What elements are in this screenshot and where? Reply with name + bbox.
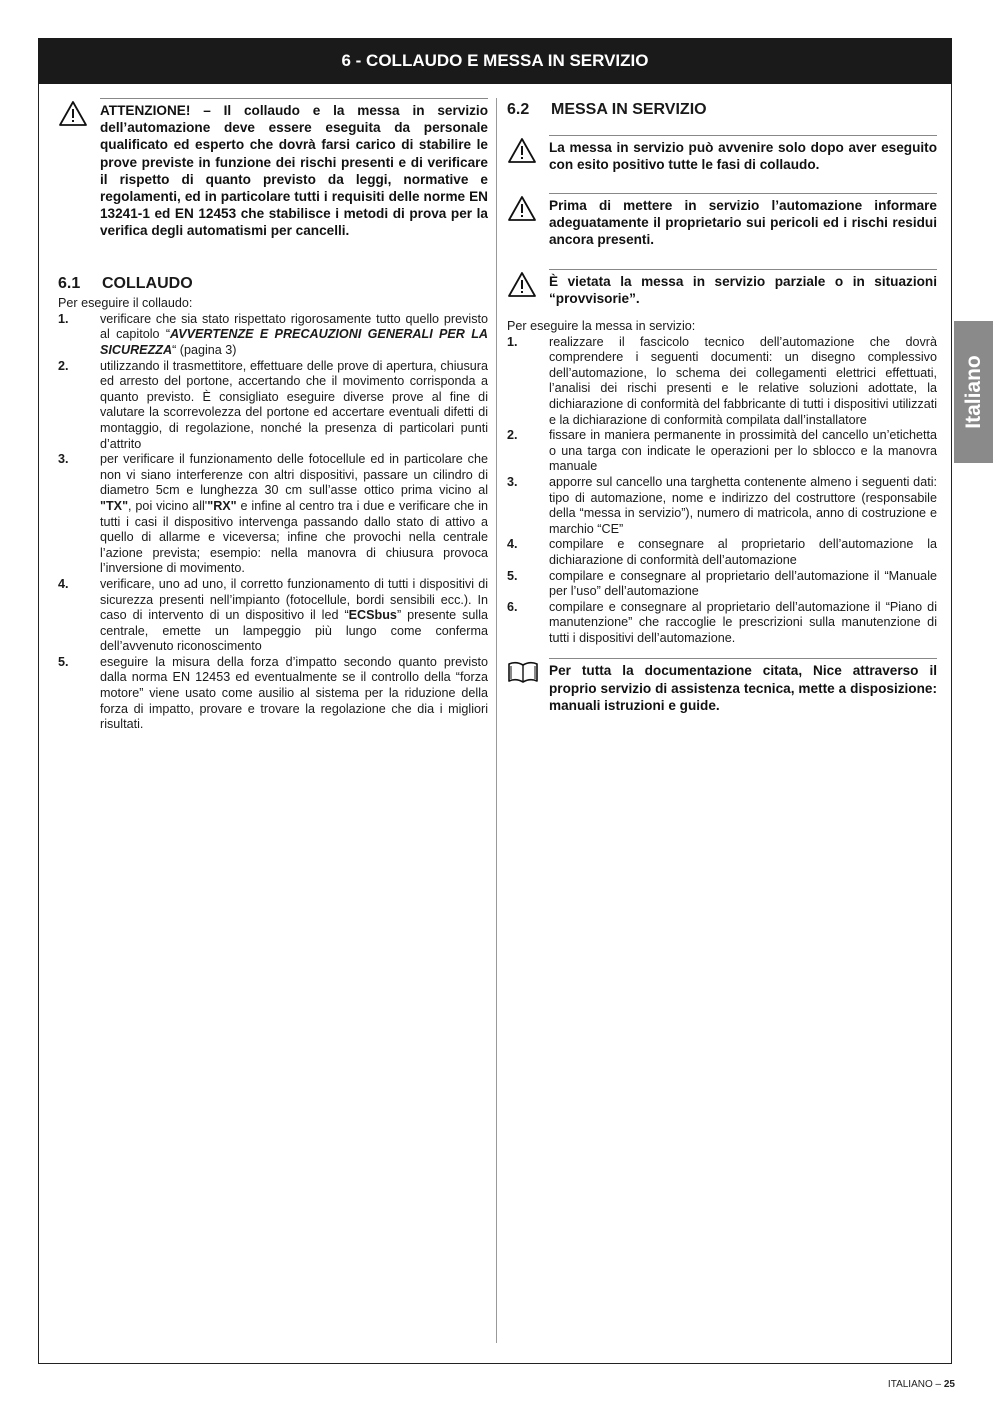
- column-divider: [496, 98, 497, 1343]
- caution-note-2: Prima di mettere in servizio l’automazione informare adeguatamente il proprietario sui pericoli ed i rischi residui ancora presenti.: [507, 193, 937, 249]
- chapter-header: [38, 38, 952, 84]
- chapter-title: 6 - COLLAUDO E MESSA IN SERVIZIO: [341, 51, 649, 70]
- collaudo-steps: [58, 312, 488, 733]
- right-column: [507, 98, 937, 714]
- list-item: 5. compilare e consegnare al proprietario dell’automazione il “Manuale per l’uso” dell’automazione: [507, 568, 937, 599]
- warning-text: ATTENZIONE! – Il collaudo e la messa in servizio dell’automazione deve essere eseguita da personale qualificato ed esperto che dovrà farsi carico di stabilire le prove previste in funzione dei rischi presenti e di verificare il rispetto di quanto previsto da leggi, normative e regolamenti, ed in particolare tutti i requisiti delle norme EN 13241-1 ed EN 12453 che stabilisce i metodi di prova per la verifica degli automatismi per cancelli.: [100, 98, 488, 240]
- list-item: 3. apporre sul cancello una targhetta contenente almeno i seguenti dati: tipo di automazione, nome e indirizzo del costruttore (responsabile della “messa in servizio”), numero di matricola, anno di costruzione e marchio “CE”: [507, 474, 937, 536]
- messa-in-servizio-steps: [507, 335, 937, 647]
- list-item: 1. verificare che sia stato rispettato rigorosamente tutto quello previsto al capitolo “AVVERTENZE E PRECAUZIONI GENERALI PER LA SICUREZZA“ (pagina 3): [58, 311, 488, 357]
- list-item: 2. utilizzando il trasmettitore, effettuare delle prove di apertura, chiusura ed arresto del portone, accertando che il movimento corrisponda a quanto previsto. È consigliato eseguire diverse prove al fine di valutare la scorrevolezza del portone ed accertare eventuali difetti di montaggio, di regolazione, nonché la presenza di particolari punti d’attrito: [58, 358, 488, 451]
- warning-triangle-icon: [507, 193, 549, 227]
- section-heading-collaudo: 6.1 COLLAUDO: [58, 274, 193, 292]
- list-item: 4. compilare e consegnare al proprietario dell’automazione la dichiarazione di conformità dell’automazione: [507, 537, 937, 567]
- list-item: 2. fissare in maniera permanente in prossimità del cancello un’etichetta o una targa con indicate le operazioni per lo sblocco e la manovra manuale: [507, 428, 937, 474]
- language-tab-label: Italiano: [961, 355, 985, 429]
- list-item: 6. compilare e consegnare al proprietario dell’automazione il “Piano di manutenzione” che raccoglie le prescrizioni sulla manutenzione di tutti i dispositivi dell’automazione.: [507, 599, 937, 645]
- caution-note-1: La messa in servizio può avvenire solo dopo aver eseguito con esito positivo tutte le fasi di collaudo.: [507, 135, 937, 173]
- language-tab: [954, 321, 993, 463]
- list-item: 4. verificare, uno ad uno, il corretto funzionamento di tutti i dispositivi di sicurezza presenti nell’impianto (fotocellule, bordi sensibili ecc.). In caso di intervento di un dispositivo il led “ECSbus” presente sulla centrale, emette un lampeggio più lungo come conferma dell’avvenuto riconoscimento: [58, 576, 488, 654]
- page-number: 25: [943, 1379, 955, 1390]
- documentation-note: Per tutta la documentazione citata, Nice attraverso il proprio servizio di assistenza tecnica, mette a disposizione: manuali istruzioni e guide.: [507, 658, 937, 714]
- list-item: 5. eseguire la misura della forza d’impatto secondo quanto previsto dalla norma EN 12453 ed eventualmente se il controllo della “forza motore” viene usato come ausilio al sistema per la riduzione della forza di impatto, provare e trovare la regolazione che dia i migliori risultati.: [58, 654, 488, 732]
- caution-note-3: È vietata la messa in servizio parziale o in situazioni “provvisorie”.: [507, 269, 937, 307]
- left-column: [58, 98, 488, 733]
- messa-in-servizio-intro: Per eseguire la messa in servizio:: [507, 319, 696, 334]
- section-heading-messa-in-servizio: 6.2 MESSA IN SERVIZIO: [507, 101, 707, 118]
- warning-note: [58, 98, 488, 240]
- page-footer: ITALIANO – 25: [887, 1379, 955, 1390]
- book-icon: [507, 658, 549, 689]
- warning-triangle-icon: [507, 135, 549, 169]
- list-item: 1. realizzare il fascicolo tecnico dell’automazione che dovrà comprendere i seguenti documenti: un disegno complessivo dell’automazione, lo schema dei collegamenti elettrici effettuati, l’analisi dei rischi presenti e le relative soluzioni adottate, la dichiarazione di conformità del fabbricante di tutti i dispositivi utilizzati e la dichiarazione di conformità compilata dall’installatore: [507, 334, 937, 427]
- warning-triangle-icon: [58, 98, 100, 132]
- collaudo-intro: Per eseguire il collaudo:: [58, 296, 193, 311]
- list-item: 3. per verificare il funzionamento delle fotocellule ed in particolare che non vi siano interferenze con altri dispositivi, passare un cilindro di diametro 5cm e lunghezza 30 cm sull’asse ottico prima vicino al "TX", poi vicino all'"RX" e infine al centro tra i due e verificare che in tutti i casi il dispositivo intervenga passando dallo stato di attivo a quello di allarme e viceversa; infine che provochi nella centrale l’azione prevista; esempio: nella manovra di chiusura provoca l’inversione di movimento.: [58, 452, 489, 576]
- warning-triangle-icon: [507, 269, 549, 303]
